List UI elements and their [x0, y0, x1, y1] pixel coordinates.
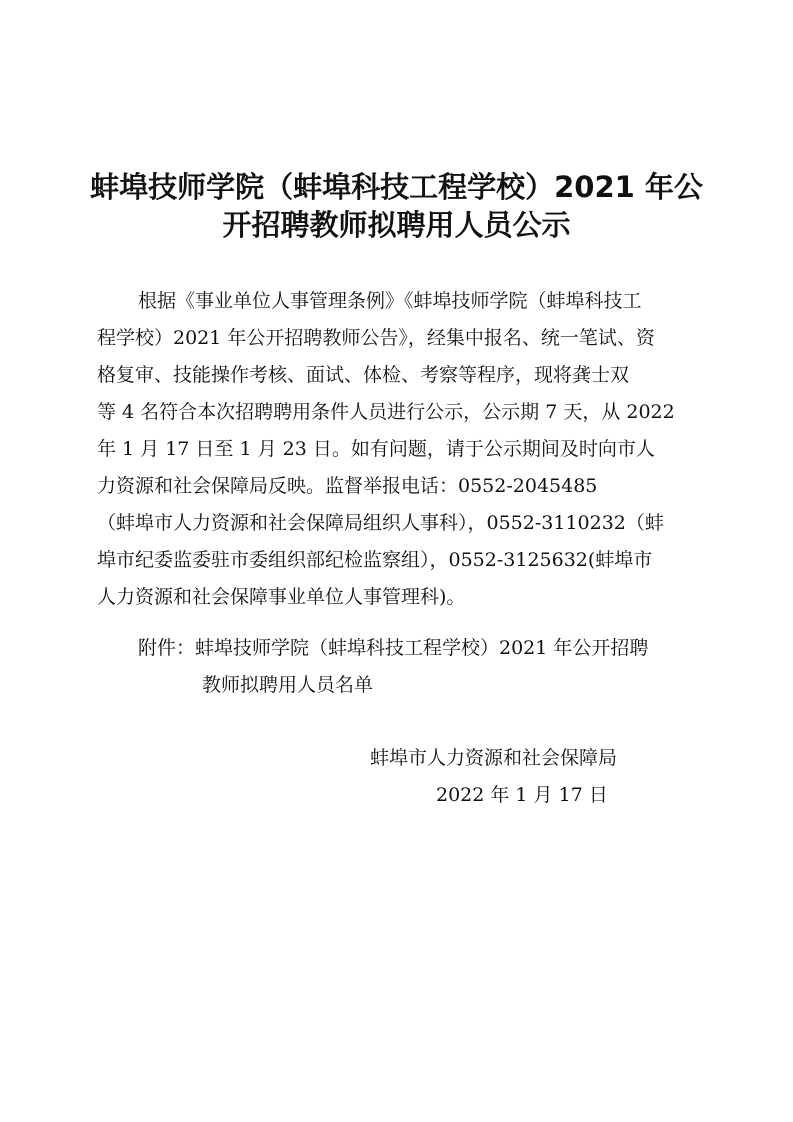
body-line: （蚌埠市人力资源和社会保障局组织人事科），0552-3110232（蚌 — [97, 512, 664, 534]
body-line: 等 4 名符合本次招聘聘用条件人员进行公示，公示期 7 天，从 2022 — [97, 401, 675, 423]
body-line: 埠市纪委监委驻市委组织部纪检监察组），0552-3125632(蚌埠市 — [97, 549, 653, 571]
body-line: 程学校）2021 年公开招聘教师公告》，经集中报名、统一笔试、资 — [97, 327, 655, 349]
body-line: 根据《事业单位人事管理条例》《蚌埠技师学院（蚌埠科技工 — [138, 290, 642, 312]
title-line-1: 蚌埠技师学院（蚌埠科技工程学校）2021 年公 — [90, 170, 703, 204]
notice-body — [97, 283, 697, 616]
title-line-2: 开招聘教师拟聘用人员公示 — [222, 208, 571, 242]
attachment-line-1: 附件：蚌埠技师学院（蚌埠科技工程学校）2021 年公开招聘 — [138, 637, 649, 659]
document-title — [60, 168, 733, 244]
attachment-note — [138, 630, 698, 704]
issuer-name: 蚌埠市人力资源和社会保障局 — [370, 747, 618, 769]
issue-date: 2022 年 1 月 17 日 — [436, 784, 608, 806]
attachment-line-2: 教师拟聘用人员名单 — [202, 674, 374, 696]
body-line: 年 1 月 17 日至 1 月 23 日。如有问题，请于公示期间及时向市人 — [97, 438, 655, 460]
body-line: 力资源和社会保障局反映。监督举报电话：0552-2045485 — [97, 475, 598, 497]
signature-block — [370, 740, 690, 814]
body-line: 格复审、技能操作考核、面试、体检、考察等程序，现将龚士双 — [97, 364, 630, 386]
body-line: 人力资源和社会保障事业单位人事管理科)。 — [97, 586, 466, 608]
